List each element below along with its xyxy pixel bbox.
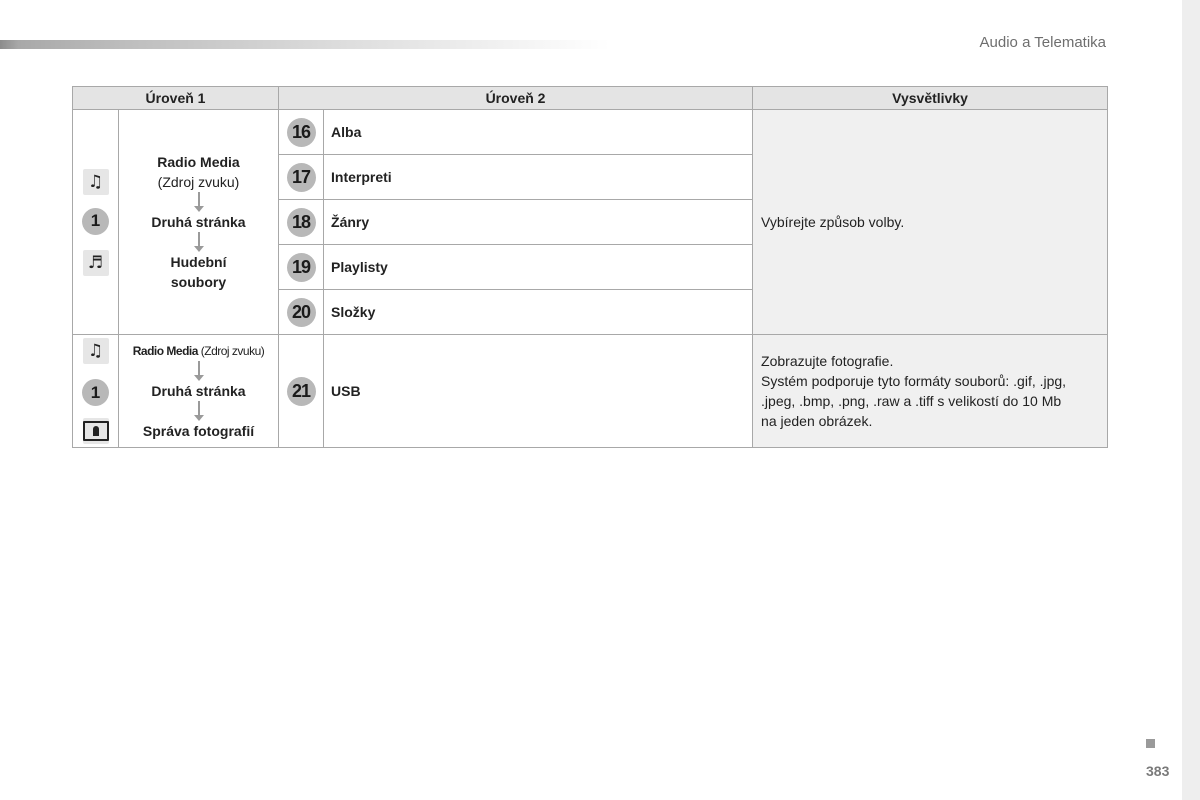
down-arrow-icon: [119, 361, 278, 381]
number-badge-16: 16: [287, 118, 316, 147]
photo-icon: [83, 418, 109, 444]
photo-management-label: Správa fotografií: [142, 423, 255, 439]
page-marker: [1146, 739, 1155, 748]
table-row: [73, 110, 1108, 155]
header-level-1: Úroveň 1: [73, 87, 279, 110]
music-note-icon: ♫: [83, 338, 109, 364]
level2-usb: USB: [324, 335, 753, 448]
radio-media-label: Radio Media: [157, 154, 240, 170]
radio-media-label: Radio Media: [132, 344, 198, 358]
music-files-label-line1: Hudební: [170, 254, 227, 270]
menu-structure-table: [72, 86, 1108, 448]
number-badge-21: 21: [287, 377, 316, 406]
header-level-2: Úroveň 2: [279, 87, 753, 110]
down-arrow-icon: [119, 192, 278, 212]
level2-playlists: Playlisty: [324, 245, 753, 290]
down-arrow-icon: [119, 232, 278, 252]
step-number-badge: 1: [82, 208, 109, 235]
music-notes-icon: ♬: [83, 250, 109, 276]
explanation-line: Zobrazujte fotografie.: [761, 353, 894, 369]
page-edge-strip: [1182, 0, 1200, 800]
level2-albums: Alba: [324, 110, 753, 155]
group2-icon-cell: [73, 335, 119, 448]
level2-folders: Složky: [324, 290, 753, 335]
page-number: 383: [1146, 763, 1170, 779]
group2-explanation: [753, 335, 1108, 448]
level2-artists: Interpreti: [324, 155, 753, 200]
down-arrow-icon: [119, 401, 278, 421]
level2-genres: Žánry: [324, 200, 753, 245]
group1-icon-cell: [73, 110, 119, 335]
music-files-label-line2: soubory: [170, 274, 227, 290]
explanation-line: Systém podporuje tyto formáty souborů: .gif, .jpg,: [761, 373, 1067, 389]
number-badge-20: 20: [287, 298, 316, 327]
group2-level1-cell: [119, 335, 279, 448]
step-number-badge: 1: [82, 379, 109, 406]
second-page-label: Druhá stránka: [151, 383, 246, 399]
source-label: (Zdroj zvuku): [200, 344, 265, 358]
second-page-label: Druhá stránka: [151, 214, 246, 230]
number-badge-19: 19: [287, 253, 316, 282]
number-badge-18: 18: [287, 208, 316, 237]
music-note-icon: ♫: [83, 169, 109, 195]
header-gradient-bar: [0, 40, 610, 49]
explanation-line: na jeden obrázek.: [761, 413, 873, 429]
number-badge-17: 17: [287, 163, 316, 192]
page-header-title: Audio a Telematika: [979, 34, 1106, 51]
table-row: [73, 335, 1108, 448]
explanation-line: .jpeg, .bmp, .png, .raw a .tiff s velikostí do 10 Mb: [761, 393, 1062, 409]
header-explanation: Vysvětlivky: [753, 87, 1108, 110]
group1-level1-cell: [119, 110, 279, 335]
source-label: (Zdroj zvuku): [157, 174, 240, 190]
group1-explanation: Vybírejte způsob volby.: [753, 110, 1108, 335]
